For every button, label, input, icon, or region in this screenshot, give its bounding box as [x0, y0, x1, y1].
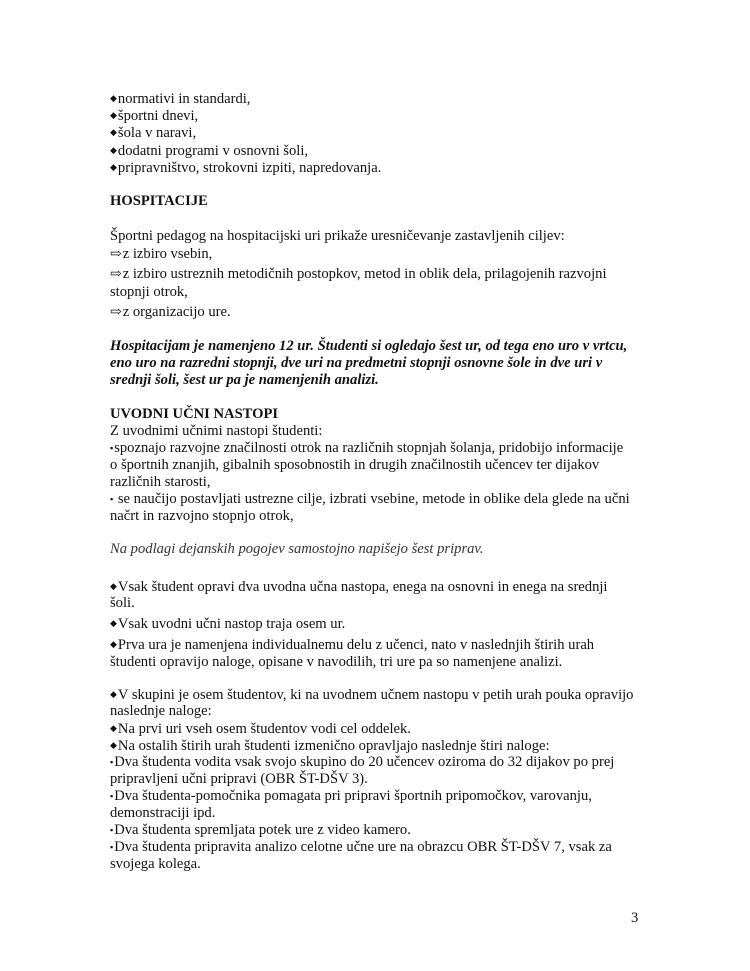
square-bullet-icon: ▪	[110, 757, 114, 767]
list-item-line	[110, 804, 215, 822]
diamond-bullet-icon: ◆	[110, 581, 117, 591]
line-text: Dva študenta pripravita analizo celotne učne ure na obrazcu OBR ŠT-DŠV 7, vsak za	[114, 839, 612, 855]
square-bullet-icon: ▪	[110, 842, 114, 852]
line-text: športni dnevi,	[117, 108, 199, 124]
line-text: z izbiro vsebin,	[122, 246, 213, 262]
line-text: pripravljeni učni pripravi (OBR ŠT-DŠV 3).	[110, 771, 368, 787]
list-item-line	[110, 855, 201, 873]
paragraph-line	[110, 371, 379, 389]
list-item-line	[110, 439, 623, 457]
line-text: študenti opravijo naloge, opisane v navodilih, tri ure pa so namenjene analizi.	[110, 654, 563, 670]
page-number: 3	[631, 910, 639, 926]
line-text: Z uvodnimi učnimi nastopi študenti:	[110, 423, 323, 439]
line-text: Na podlagi dejanskih pogojev samostojno napišejo šest priprav.	[110, 541, 484, 557]
paragraph-line	[110, 337, 627, 355]
line-text: pripravništvo, strokovni izpiti, napredovanja.	[117, 160, 382, 176]
line-text: spoznajo razvojne značilnosti otrok na različnih stopnjah šolanja, pridobijo informacije	[114, 440, 624, 456]
list-item-line	[110, 821, 411, 839]
list-item-line	[110, 303, 231, 322]
line-text: Športni pedagog na hospitacijski uri prikaže uresničevanje zastavljenih ciljev:	[110, 228, 565, 244]
section-heading	[110, 192, 208, 210]
paragraph-line	[110, 227, 565, 245]
list-item-line	[110, 123, 196, 142]
arrow-bullet-icon: ⇨	[110, 267, 122, 282]
line-text: demonstraciji ipd.	[110, 805, 216, 821]
line-text: Hospitacijam je namenjeno 12 ur. Študenti si ogledajo šest ur, od tega eno uro v vrtcu,	[110, 338, 628, 354]
square-bullet-icon: ▪	[110, 825, 114, 835]
section-heading	[110, 405, 278, 423]
line-text: srednji šoli, šest ur pa je namenjenih analizi.	[110, 372, 379, 388]
line-text: šola v naravi,	[117, 125, 197, 141]
list-item-line	[110, 507, 294, 525]
diamond-bullet-icon: ◆	[110, 162, 117, 172]
line-text: Vsak študent opravi dva uvodna učna nastopa, enega na osnovni in enega na srednji	[117, 579, 608, 595]
list-item-line	[110, 770, 368, 788]
square-bullet-icon: ▪	[110, 791, 114, 801]
line-text: eno uro na razredni stopnji, dve uri na predmetni stopnji osnovne šole in dve uri v	[110, 355, 603, 371]
line-text: naslednje naloge:	[110, 703, 212, 719]
line-text: Dva študenta vodita vsak svojo skupino do 20 učencev oziroma do 32 dijakov po prej	[114, 754, 615, 770]
line-text: Dva študenta spremljata potek ure z video kamero.	[114, 822, 411, 838]
line-text: o športnih znanjih, gibalnih sposobnostih in drugih značilnostih učencev ter dijakov	[110, 457, 600, 473]
line-text: z izbiro ustreznih metodičnih postopkov, metod in oblik dela, prilagojenih razvojni	[122, 266, 607, 282]
line-text: svojega kolega.	[110, 856, 201, 872]
arrow-bullet-icon: ⇨	[110, 305, 122, 320]
line-text: načrt in razvojno stopnjo otrok,	[110, 508, 294, 524]
line-text: UVODNI UČNI NASTOPI	[110, 406, 279, 422]
diamond-bullet-icon: ◆	[110, 723, 117, 733]
diamond-bullet-icon: ◆	[110, 127, 117, 137]
line-text: dodatni programi v osnovni šoli,	[117, 143, 309, 159]
list-item-line	[110, 245, 212, 264]
line-text: V skupini je osem študentov, ki na uvodnem učnem nastopu v petih urah pouka opravijo	[117, 687, 634, 703]
paragraph-line	[110, 354, 602, 372]
line-text: se naučijo postavljati ustrezne cilje, izbrati vsebine, metode in oblike dela glede na učni	[114, 491, 630, 507]
list-item-line	[110, 158, 381, 177]
arrow-bullet-icon: ⇨	[110, 247, 122, 262]
line-text: normativi in standardi,	[117, 91, 251, 107]
line-text: z organizacijo ure.	[122, 304, 231, 320]
square-bullet-icon: ▪	[110, 443, 114, 453]
square-bullet-icon: ▪	[110, 494, 114, 504]
diamond-bullet-icon: ◆	[110, 740, 117, 750]
diamond-bullet-icon: ◆	[110, 618, 117, 628]
paragraph-line	[110, 422, 322, 440]
list-item-line	[110, 473, 211, 491]
diamond-bullet-icon: ◆	[110, 689, 117, 699]
list-item-line	[110, 283, 188, 301]
line-text: šoli.	[110, 595, 135, 611]
list-item-line	[110, 614, 345, 633]
diamond-bullet-icon: ◆	[110, 110, 117, 120]
list-item-line	[110, 594, 135, 612]
list-item-line	[110, 490, 630, 508]
list-item-line	[110, 456, 599, 474]
list-item-line	[110, 653, 562, 671]
line-text: Prva ura je namenjena individualnemu delu z učenci, nato v naslednjih štirih urah	[117, 637, 595, 653]
line-text: Na ostalih štirih urah študenti izmenično opravljajo naslednje štiri naloge:	[117, 738, 550, 754]
paragraph-line	[110, 540, 483, 558]
list-item-line	[110, 265, 607, 284]
line-text: stopnji otrok,	[110, 284, 188, 300]
line-text: Na prvi uri vseh osem študentov vodi cel oddelek.	[117, 721, 411, 737]
list-item-line	[110, 753, 614, 771]
line-text: HOSPITACIJE	[110, 193, 208, 209]
list-item-line	[110, 787, 592, 805]
line-text: Dva študenta-pomočnika pomagata pri pripravi športnih pripomočkov, varovanju,	[114, 788, 592, 804]
line-text: različnih starosti,	[110, 474, 211, 490]
diamond-bullet-icon: ◆	[110, 639, 117, 649]
list-item-line	[110, 838, 612, 856]
line-text: Vsak uvodni učni nastop traja osem ur.	[117, 616, 346, 632]
list-item-line	[110, 635, 594, 654]
diamond-bullet-icon: ◆	[110, 93, 117, 103]
list-item-line	[110, 702, 212, 720]
list-item-line	[110, 577, 607, 596]
diamond-bullet-icon: ◆	[110, 145, 117, 155]
